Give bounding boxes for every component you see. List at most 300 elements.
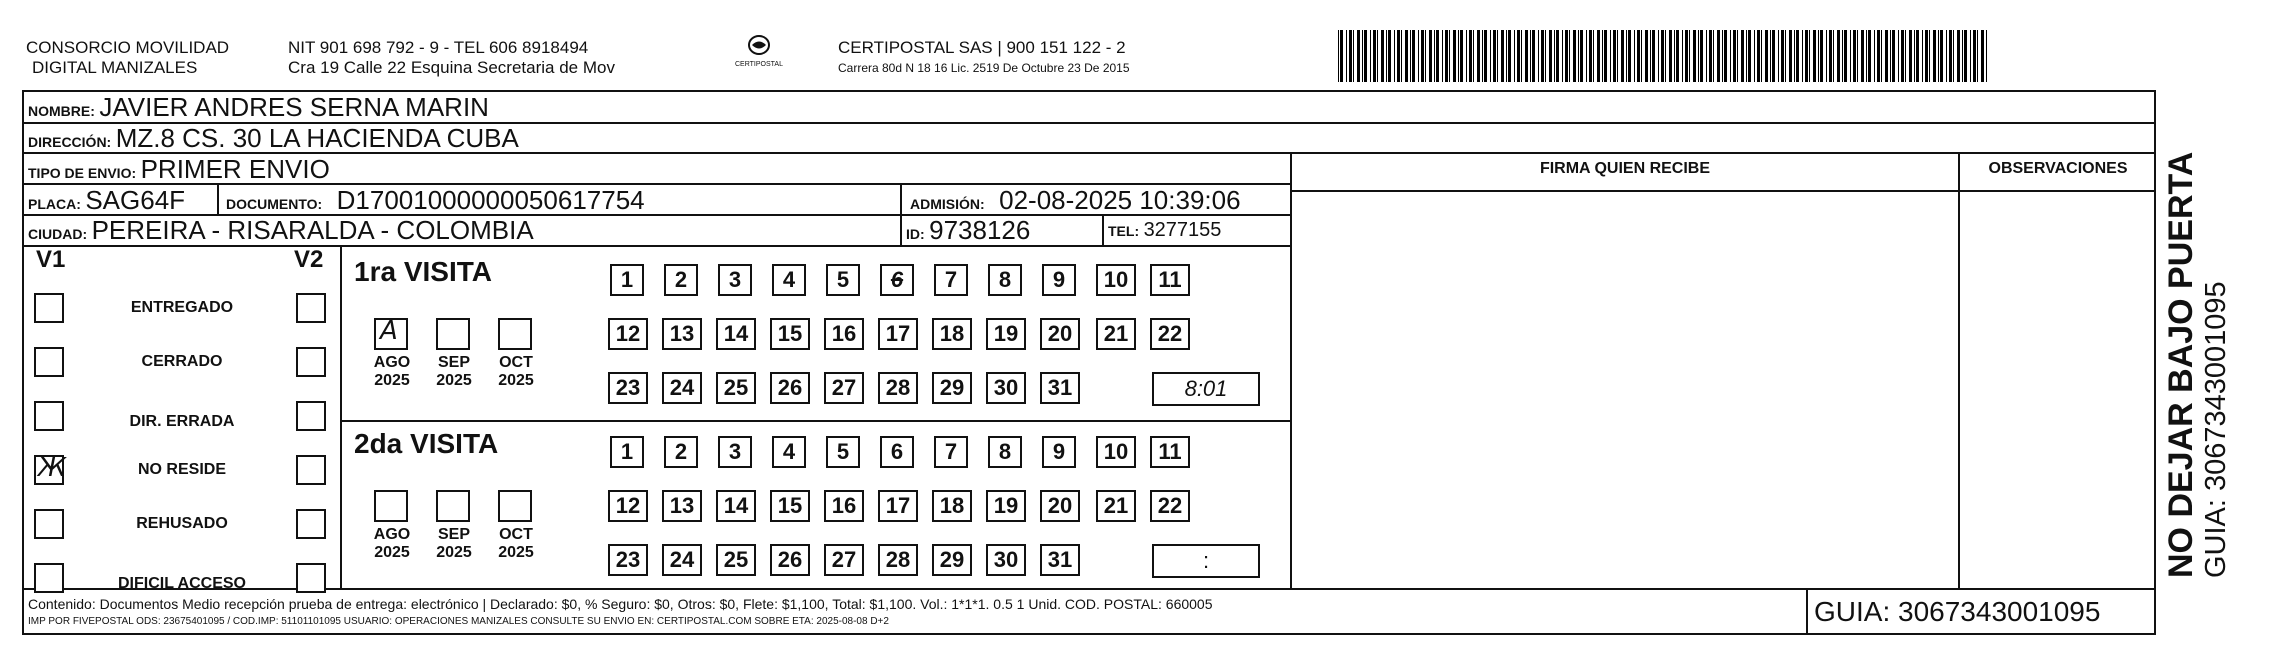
barcode-bar xyxy=(1501,30,1504,82)
barcode-bar xyxy=(1541,30,1544,82)
day-checkbox[interactable]: 21 xyxy=(1096,490,1136,522)
barcode-bar xyxy=(1458,30,1459,82)
barcode-bar xyxy=(1700,30,1703,82)
barcode-bar xyxy=(1645,30,1648,82)
barcode-bar xyxy=(1986,30,1987,82)
barcode-bar xyxy=(1604,30,1607,82)
barcode-bar xyxy=(1412,30,1415,82)
barcode-bar xyxy=(1898,30,1899,82)
v1-checkbox[interactable] xyxy=(34,509,64,539)
day-checkbox[interactable]: 16 xyxy=(824,490,864,522)
day-checkbox[interactable]: 26 xyxy=(770,372,810,404)
barcode-bar xyxy=(1386,30,1387,82)
day-checkbox[interactable]: 15 xyxy=(770,318,810,350)
day-checkbox[interactable]: 20 xyxy=(1040,318,1080,350)
signature-area[interactable] xyxy=(1294,194,1956,586)
day-checkbox[interactable]: 14 xyxy=(716,490,756,522)
documento-field: DOCUMENTO: D17001000000050617754 xyxy=(226,185,645,215)
day-checkbox[interactable]: 3 xyxy=(718,264,752,296)
barcode-bar xyxy=(1453,30,1456,82)
barcode-bar xyxy=(1861,30,1864,82)
day-checkbox[interactable]: 16 xyxy=(824,318,864,350)
day-checkbox[interactable]: 23 xyxy=(608,544,648,576)
nombre-field: NOMBRE: JAVIER ANDRES SERNA MARIN xyxy=(28,92,489,122)
barcode-bar xyxy=(1484,30,1487,82)
barcode-bar xyxy=(1634,30,1635,82)
day-checkbox[interactable]: 6 xyxy=(880,264,914,296)
barcode-bar xyxy=(1569,30,1570,82)
barcode-bar xyxy=(1338,30,1339,82)
barcode-bar xyxy=(1820,30,1823,82)
barcode-bar xyxy=(1794,30,1795,82)
month-label: SEP xyxy=(437,526,470,543)
barcode-bar xyxy=(1890,30,1891,82)
barcode-bar xyxy=(1418,30,1419,82)
barcode-bar xyxy=(1857,30,1858,82)
barcode-bar xyxy=(1713,30,1714,82)
barcode-bar xyxy=(1946,30,1947,82)
barcode-bar xyxy=(1785,30,1786,82)
barcode-bar xyxy=(1626,30,1627,82)
barcode-bar xyxy=(1802,30,1803,82)
day-checkbox[interactable]: 8 xyxy=(988,436,1022,468)
barcode-bar xyxy=(1833,30,1834,82)
barcode-bar xyxy=(1460,30,1463,82)
first-visit-title: 1ra VISITA xyxy=(354,256,492,287)
day-checkbox[interactable]: 9 xyxy=(1042,264,1076,296)
v2-checkbox[interactable] xyxy=(296,455,326,485)
day-checkbox[interactable]: 27 xyxy=(824,544,864,576)
v2-checkbox[interactable] xyxy=(296,509,326,539)
day-checkbox[interactable]: 1 xyxy=(610,436,644,468)
barcode-bar xyxy=(1938,30,1939,82)
month-checkbox[interactable] xyxy=(436,318,470,350)
day-checkbox[interactable]: 31 xyxy=(1040,372,1080,404)
barcode-bar xyxy=(1617,30,1618,82)
barcode-bar xyxy=(1381,30,1384,82)
barcode-bar xyxy=(1805,30,1808,82)
barcode-bar xyxy=(1962,30,1963,82)
day-checkbox[interactable]: 25 xyxy=(716,544,756,576)
barcode-bar xyxy=(1868,30,1871,82)
day-checkbox[interactable]: 18 xyxy=(932,490,972,522)
side-guia: GUIA: 3067343001095 xyxy=(2200,281,2232,578)
barcode-bar xyxy=(1781,30,1784,82)
day-checkbox[interactable]: 5 xyxy=(826,264,860,296)
month-year-label xyxy=(486,354,546,390)
barcode-bar xyxy=(1818,30,1819,82)
barcode-bar xyxy=(1388,30,1391,82)
barcode-bar xyxy=(1578,30,1579,82)
barcode-bar xyxy=(1641,30,1642,82)
barcode-bar xyxy=(1761,30,1762,82)
barcode-bar xyxy=(1789,30,1792,82)
barcode-bar xyxy=(1373,30,1376,82)
barcode-bar xyxy=(1741,30,1744,82)
barcode-graphic xyxy=(1338,30,1994,82)
day-checkbox[interactable]: 11 xyxy=(1150,436,1190,468)
barcode-bar xyxy=(1357,30,1360,82)
day-checkbox[interactable]: 7 xyxy=(934,264,968,296)
month-checkbox[interactable] xyxy=(374,318,408,350)
barcode-bar xyxy=(1573,30,1576,82)
barcode-bar xyxy=(1709,30,1712,82)
barcode-bar xyxy=(1905,30,1906,82)
barcode-bar xyxy=(1933,30,1936,82)
month-label: AGO xyxy=(373,526,411,543)
barcode-bar xyxy=(1586,30,1587,82)
day-checkbox[interactable]: 1 xyxy=(610,264,644,296)
print-details: IMP POR FIVEPOSTAL ODS: 23675401095 / COD.IMP: 51101101095 USUARIO: OPERACIONES MANIZALES CONSULTE SU ENVIO EN: CERTIPOSTAL.COM SOBRE ETA: 2025-08-08 D+2 xyxy=(28,616,889,627)
barcode-bar xyxy=(1770,30,1771,82)
barcode-bar xyxy=(1349,30,1352,82)
year-label: 2025 xyxy=(498,372,534,389)
carrier-info: CERTIPOSTAL SAS | 900 151 122 - 2 Carrera 80d N 18 16 Lic. 2519 De Octubre 23 De 2015 xyxy=(838,38,1130,75)
day-checkbox[interactable]: 24 xyxy=(662,544,702,576)
day-checkbox[interactable]: 19 xyxy=(986,490,1026,522)
day-checkbox[interactable]: 29 xyxy=(932,544,972,576)
barcode-bar xyxy=(1796,30,1799,82)
barcode-bar xyxy=(1661,30,1664,82)
handwritten-mark: A xyxy=(380,316,398,346)
day-checkbox[interactable]: 4 xyxy=(772,264,806,296)
barcode-bar xyxy=(1772,30,1775,82)
barcode-bar xyxy=(1685,30,1688,82)
day-checkbox[interactable]: 21 xyxy=(1096,318,1136,350)
year-label: 2025 xyxy=(436,544,472,561)
barcode xyxy=(1338,30,1994,82)
barcode-bar xyxy=(1746,30,1747,82)
barcode-bar xyxy=(1549,30,1552,82)
barcode-bar xyxy=(1429,30,1432,82)
id-field: ID: 9738126 xyxy=(906,215,1031,245)
barcode-bar xyxy=(1602,30,1603,82)
barcode-bar xyxy=(1977,30,1978,82)
barcode-bar xyxy=(1466,30,1467,82)
barcode-bar xyxy=(1556,30,1559,82)
company-nit: NIT 901 698 792 - 9 - TEL 606 8918494 Cra 19 Calle 22 Esquina Secretaria de Mov xyxy=(288,38,615,77)
barcode-bar xyxy=(1914,30,1915,82)
barcode-bar xyxy=(1922,30,1923,82)
second-visit-time[interactable]: : xyxy=(1152,544,1260,578)
status-option-label: NO RESIDE xyxy=(137,461,226,478)
day-checkbox[interactable]: 10 xyxy=(1096,436,1136,468)
barcode-bar xyxy=(1525,30,1528,82)
barcode-bar xyxy=(1957,30,1960,82)
v1-header: V1 xyxy=(36,246,66,273)
barcode-bar xyxy=(1765,30,1768,82)
barcode-bar xyxy=(1637,30,1640,82)
year-label: 2025 xyxy=(436,372,472,389)
barcode-bar xyxy=(1689,30,1690,82)
barcode-bar xyxy=(1925,30,1928,82)
barcode-bar xyxy=(1674,30,1675,82)
day-checkbox[interactable]: 28 xyxy=(878,372,918,404)
barcode-bar xyxy=(1340,30,1343,82)
day-checkbox[interactable]: 30 xyxy=(986,372,1026,404)
barcode-bar xyxy=(1482,30,1483,82)
v1-checkbox[interactable] xyxy=(34,401,64,431)
barcode-bar xyxy=(1562,30,1563,82)
barcode-bar xyxy=(1370,30,1371,82)
barcode-bar xyxy=(1580,30,1583,82)
day-checkbox[interactable]: 25 xyxy=(716,372,756,404)
barcode-bar xyxy=(1493,30,1496,82)
month-year-label xyxy=(486,526,546,562)
day-checkbox[interactable]: 13 xyxy=(662,318,702,350)
barcode-bar xyxy=(1901,30,1904,82)
status-option-label: ENTREGADO xyxy=(130,299,234,316)
barcode-bar xyxy=(1589,30,1592,82)
barcode-bar xyxy=(1837,30,1840,82)
guia-footer: GUIA: 3067343001095 xyxy=(1814,596,2101,627)
day-checkbox[interactable]: 15 xyxy=(770,490,810,522)
barcode-bar xyxy=(1877,30,1880,82)
barcode-bar xyxy=(1597,30,1600,82)
barcode-bar xyxy=(1521,30,1522,82)
barcode-bar xyxy=(1469,30,1472,82)
day-checkbox[interactable]: 31 xyxy=(1040,544,1080,576)
day-checkbox[interactable]: 30 xyxy=(986,544,1026,576)
direccion-field: DIRECCIÓN: MZ.8 CS. 30 LA HACIENDA CUBA xyxy=(28,123,519,153)
barcode-bar xyxy=(1436,30,1439,82)
barcode-bar xyxy=(1874,30,1875,82)
barcode-bar xyxy=(1826,30,1827,82)
barcode-bar xyxy=(1652,30,1655,82)
barcode-bar xyxy=(1970,30,1971,82)
v2-checkbox[interactable] xyxy=(296,347,326,377)
status-option-label: DIR. ERRADA xyxy=(129,413,235,430)
day-checkbox[interactable]: 7 xyxy=(934,436,968,468)
barcode-bar xyxy=(1730,30,1731,82)
barcode-bar xyxy=(1693,30,1696,82)
barcode-bar xyxy=(1973,30,1976,82)
v1-checkbox[interactable] xyxy=(34,347,64,377)
barcode-bar xyxy=(1909,30,1912,82)
month-year-label xyxy=(424,354,484,390)
barcode-bar xyxy=(1449,30,1450,82)
tipo-envio-field: TIPO DE ENVIO: PRIMER ENVIO xyxy=(28,154,330,184)
v2-checkbox[interactable] xyxy=(296,293,326,323)
v2-checkbox[interactable] xyxy=(296,563,326,593)
barcode-bar xyxy=(1497,30,1498,82)
barcode-bar xyxy=(1545,30,1546,82)
barcode-bar xyxy=(1850,30,1851,82)
year-label: 2025 xyxy=(498,544,534,561)
logo-icon xyxy=(744,34,774,56)
company-name: CONSORCIO MOVILIDAD DIGITAL MANIZALES xyxy=(26,38,230,77)
month-label: OCT xyxy=(499,354,533,371)
day-checkbox[interactable]: 17 xyxy=(878,318,918,350)
barcode-bar xyxy=(1916,30,1919,82)
month-label: AGO xyxy=(373,354,411,371)
barcode-bar xyxy=(1593,30,1594,82)
barcode-bar xyxy=(1953,30,1954,82)
barcode-bar xyxy=(1698,30,1699,82)
barcode-bar xyxy=(1490,30,1491,82)
month-checkbox[interactable] xyxy=(498,318,532,350)
barcode-bar xyxy=(1514,30,1515,82)
barcode-bar xyxy=(1733,30,1736,82)
barcode-bar xyxy=(1530,30,1531,82)
status-option-label: DIFICIL ACCESO xyxy=(117,575,246,592)
barcode-bar xyxy=(1813,30,1816,82)
certipostal-logo: CERTIPOSTAL xyxy=(728,34,790,69)
barcode-bar xyxy=(1394,30,1395,82)
barcode-bar xyxy=(1442,30,1443,82)
day-checkbox[interactable]: 2 xyxy=(664,436,698,468)
barcode-bar xyxy=(1665,30,1666,82)
day-checkbox[interactable]: 12 xyxy=(608,490,648,522)
day-checkbox[interactable]: 11 xyxy=(1150,264,1190,296)
barcode-bar xyxy=(1506,30,1507,82)
month-checkbox[interactable] xyxy=(498,490,532,522)
barcode-bar xyxy=(1353,30,1354,82)
barcode-bar xyxy=(1532,30,1535,82)
barcode-bar xyxy=(1473,30,1474,82)
day-checkbox[interactable]: 28 xyxy=(878,544,918,576)
year-label: 2025 xyxy=(374,544,410,561)
no-dejar-warning: NO DEJAR BAJO PUERTA xyxy=(2162,151,2200,578)
status-option-label: REHUSADO xyxy=(136,515,228,532)
day-checkbox[interactable]: 22 xyxy=(1150,490,1190,522)
day-checkbox[interactable]: 29 xyxy=(932,372,972,404)
barcode-bar xyxy=(1538,30,1539,82)
day-checkbox[interactable]: 3 xyxy=(718,436,752,468)
barcode-bar xyxy=(1981,30,1984,82)
barcode-bar xyxy=(1628,30,1631,82)
content-details: Contenido: Documentos Medio recepción prueba de entrega: electrónico | Declarado: $0, % Seguro: $0, Otros: $0, Flete: $1,100, Total: $1,100. Vol.: 1*1*1. 0.5 1 Unid. COD. POSTAL: 660005 xyxy=(28,596,1213,612)
barcode-bar xyxy=(1892,30,1895,82)
observations-area[interactable] xyxy=(1962,194,2154,586)
barcode-bar xyxy=(1658,30,1659,82)
barcode-bar xyxy=(1517,30,1520,82)
barcode-bar xyxy=(1778,30,1779,82)
barcode-bar xyxy=(1949,30,1952,82)
day-checkbox[interactable]: 4 xyxy=(772,436,806,468)
barcode-bar xyxy=(1508,30,1511,82)
v2-checkbox[interactable] xyxy=(296,401,326,431)
barcode-bar xyxy=(1410,30,1411,82)
barcode-bar xyxy=(1346,30,1347,82)
month-year-label xyxy=(362,354,422,390)
v1-checkbox[interactable] xyxy=(34,293,64,323)
month-year-label xyxy=(424,526,484,562)
barcode-bar xyxy=(1421,30,1424,82)
day-checkbox[interactable]: 23 xyxy=(608,372,648,404)
barcode-bar xyxy=(1477,30,1480,82)
barcode-bar xyxy=(1613,30,1616,82)
barcode-bar xyxy=(1397,30,1400,82)
barcode-bar xyxy=(1853,30,1856,82)
day-checkbox[interactable]: 22 xyxy=(1150,318,1190,350)
barcode-bar xyxy=(1885,30,1888,82)
month-label: SEP xyxy=(437,354,470,371)
day-checkbox[interactable]: 20 xyxy=(1040,490,1080,522)
observaciones-label: OBSERVACIONES xyxy=(1988,160,2128,177)
barcode-bar xyxy=(1929,30,1930,82)
barcode-bar xyxy=(1754,30,1755,82)
year-label: 2025 xyxy=(374,372,410,389)
barcode-bar xyxy=(1844,30,1847,82)
v1-checkbox[interactable] xyxy=(34,453,67,485)
day-checkbox[interactable]: 18 xyxy=(932,318,972,350)
barcode-bar xyxy=(1722,30,1723,82)
day-checkbox[interactable]: 26 xyxy=(770,544,810,576)
month-label: OCT xyxy=(499,526,533,543)
month-year-label xyxy=(362,526,422,562)
first-visit-time[interactable]: 8:01 xyxy=(1152,372,1260,406)
ciudad-field: CIUDAD: PEREIRA - RISARALDA - COLOMBIA xyxy=(28,215,534,245)
admision-field: ADMISIÓN: 02-08-2025 10:39:06 xyxy=(910,185,1241,215)
barcode-bar xyxy=(1362,30,1363,82)
barcode-bar xyxy=(1425,30,1426,82)
v1-checkbox[interactable] xyxy=(34,563,64,593)
barcode-bar xyxy=(1706,30,1707,82)
barcode-bar xyxy=(1717,30,1720,82)
month-checkbox[interactable] xyxy=(436,490,470,522)
day-checkbox[interactable]: 2 xyxy=(664,264,698,296)
barcode-bar xyxy=(1364,30,1367,82)
day-checkbox[interactable]: 8 xyxy=(988,264,1022,296)
day-checkbox[interactable]: 24 xyxy=(662,372,702,404)
status-option-label: CERRADO xyxy=(141,353,223,370)
day-checkbox[interactable]: 17 xyxy=(878,490,918,522)
day-checkbox[interactable]: 13 xyxy=(662,490,702,522)
barcode-bar xyxy=(1650,30,1651,82)
barcode-bar xyxy=(1964,30,1967,82)
barcode-bar xyxy=(1621,30,1624,82)
day-checkbox[interactable]: 10 xyxy=(1096,264,1136,296)
v2-header: V2 xyxy=(294,246,324,273)
day-checkbox[interactable]: 19 xyxy=(986,318,1026,350)
placa-field: PLACA: SAG64F xyxy=(28,185,186,215)
barcode-bar xyxy=(1829,30,1832,82)
barcode-bar xyxy=(1940,30,1943,82)
barcode-bar xyxy=(1737,30,1738,82)
barcode-bar xyxy=(1866,30,1867,82)
barcode-bar xyxy=(1565,30,1568,82)
barcode-bar xyxy=(1434,30,1435,82)
second-visit-title: 2da VISITA xyxy=(354,428,499,459)
day-checkbox[interactable]: 9 xyxy=(1042,436,1076,468)
barcode-bar xyxy=(1757,30,1760,82)
day-checkbox[interactable]: 5 xyxy=(826,436,860,468)
firma-label: FIRMA QUIEN RECIBE xyxy=(1539,160,1711,177)
barcode-bar xyxy=(1676,30,1679,82)
barcode-bar xyxy=(1669,30,1672,82)
barcode-bar xyxy=(1610,30,1611,82)
barcode-bar xyxy=(1682,30,1683,82)
barcode-bar xyxy=(1401,30,1402,82)
barcode-bar xyxy=(1809,30,1810,82)
barcode-bar xyxy=(1377,30,1378,82)
barcode-bar xyxy=(1881,30,1882,82)
barcode-bar xyxy=(1748,30,1751,82)
barcode-bar xyxy=(1554,30,1555,82)
month-checkbox[interactable] xyxy=(374,490,408,522)
tel-field: TEL: 3277155 xyxy=(1108,219,1222,241)
handwritten-mark: Ж xyxy=(38,453,67,483)
day-checkbox[interactable]: 6 xyxy=(880,436,914,468)
barcode-bar xyxy=(1445,30,1448,82)
day-checkbox[interactable]: 12 xyxy=(608,318,648,350)
barcode-bar xyxy=(1842,30,1843,82)
day-checkbox[interactable]: 27 xyxy=(824,372,864,404)
barcode-bar xyxy=(1724,30,1727,82)
day-checkbox[interactable]: 14 xyxy=(716,318,756,350)
barcode-bar xyxy=(1405,30,1408,82)
